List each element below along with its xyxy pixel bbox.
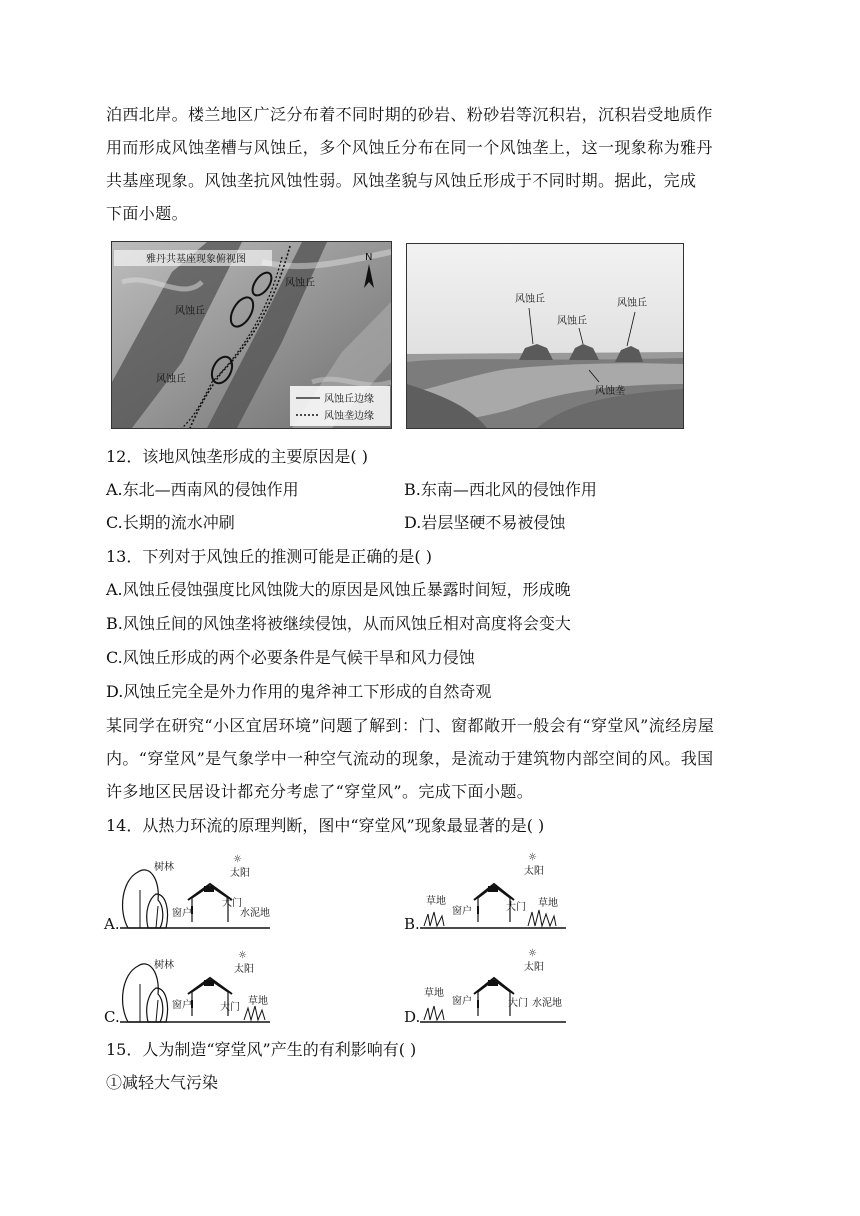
scene-c-window-label: 窗户 (172, 1000, 192, 1011)
material-line: 内。“穿堂风”是气象学中一种空气流动的现象，是流动于建筑物内部空间的风。我国 (106, 749, 714, 768)
fig-right-label-3: 风蚀丘 (617, 298, 647, 309)
q12-option-b[interactable]: B.东南—西北风的侵蚀作用 (404, 480, 597, 499)
material2-paragraph (106, 709, 746, 808)
q14-option-d-letter[interactable]: D. (404, 1008, 421, 1026)
figure-title: 雅丹共基座现象俯视图 (146, 254, 246, 265)
scene-a-left-label: 树林 (154, 862, 174, 873)
scene-d-sun-icon: ☼ (528, 948, 537, 959)
scene-a-sun-icon: ☼ (233, 854, 242, 865)
scene-d-sun-label: 太阳 (524, 962, 544, 973)
scene-d-window-label: 窗户 (452, 996, 472, 1007)
material-line: 许多地区民居设计都充分考虑了“穿堂风”。完成下面小题。 (106, 782, 534, 801)
q13-option-b[interactable]: B.风蚀丘间的风蚀垄将被继续侵蚀，从而风蚀丘相对高度将会变大 (106, 614, 571, 633)
scene-c-sun-icon: ☼ (238, 950, 247, 961)
q14-option-c-letter[interactable]: C. (104, 1008, 120, 1026)
legend-item: 风蚀垄边缘 (324, 411, 374, 422)
intro-line: 下面小题。 (106, 204, 189, 223)
intro-paragraph (106, 98, 746, 230)
scene-b-sun-icon: ☼ (528, 852, 537, 863)
q12-stem: 12．该地风蚀垄形成的主要原因是( ) (106, 447, 368, 466)
north-label: N (365, 252, 373, 263)
scene-a-window-label: 窗户 (172, 908, 192, 919)
scene-b-window-label: 窗户 (452, 906, 472, 917)
q13-stem: 13．下列对于风蚀丘的推测可能是正确的是( ) (106, 547, 432, 566)
scene-c-right-label: 草地 (248, 996, 268, 1007)
q13-option-c[interactable]: C.风蚀丘形成的两个必要条件是气候干旱和风力侵蚀 (106, 648, 475, 667)
scene-b-sun-label: 太阳 (524, 866, 544, 877)
scene-a-door-label: 大门 (222, 898, 242, 909)
intro-line: 泊西北岸。楼兰地区广泛分布着不同时期的砂岩、粉砂岩等沉积岩，沉积岩受地质作 (106, 105, 713, 124)
scene-d-right-label: 水泥地 (532, 998, 562, 1009)
legend-item: 风蚀丘边缘 (324, 394, 374, 405)
fig-right-label-1: 风蚀丘 (515, 294, 545, 305)
q14-scene-b[interactable] (420, 850, 580, 934)
yardang-aerial-figure (111, 241, 392, 429)
intro-line: 用而形成风蚀垄槽与风蚀丘，多个风蚀丘分布在同一个风蚀垄上，这一现象称为雅丹 (106, 138, 713, 157)
scene-a-right-label: 水泥地 (240, 908, 270, 919)
fig-right-label-2: 风蚀丘 (557, 316, 587, 327)
q12-option-a[interactable]: A.东北—西南风的侵蚀作用 (106, 480, 299, 499)
q13-option-d[interactable]: D.风蚀丘完全是外力作用的鬼斧神工下形成的自然奇观 (106, 682, 492, 701)
fig-left-label-2: 风蚀丘 (175, 306, 205, 317)
q15-option-1[interactable]: ①减轻大气污染 (106, 1073, 219, 1092)
fig-left-label-1: 风蚀丘 (285, 278, 315, 289)
scene-d-door-label: 大门 (508, 998, 528, 1009)
scene-b-door-label: 大门 (506, 902, 526, 913)
q14-option-b-letter[interactable]: B. (404, 915, 420, 933)
fig-right-label-4: 风蚀垄 (595, 386, 625, 397)
q13-option-a[interactable]: A.风蚀丘侵蚀强度比风蚀陇大的原因是风蚀丘暴露时间短，形成晚 (106, 580, 571, 599)
scene-c-sun-label: 太阳 (234, 964, 254, 975)
scene-d-left-label: 草地 (424, 988, 444, 999)
scene-b-right-label: 草地 (538, 898, 558, 909)
scene-c-left-label: 树林 (154, 960, 174, 971)
yardang-photo-figure (406, 243, 684, 429)
scene-a-sun-label: 太阳 (230, 868, 250, 879)
q14-stem: 14．从热力环流的原理判断，图中“穿堂风”现象最显著的是( ) (106, 816, 545, 835)
q14-scene-a[interactable] (120, 850, 280, 934)
scene-c-door-label: 大门 (220, 1002, 240, 1013)
q15-stem: 15．人为制造“穿堂风”产生的有利影响有( ) (106, 1040, 417, 1059)
fig-left-label-3: 风蚀丘 (156, 374, 186, 385)
q14-option-a-letter[interactable]: A. (104, 915, 120, 933)
q12-option-d[interactable]: D.岩层坚硬不易被侵蚀 (404, 513, 566, 532)
q14-scene-c[interactable] (120, 944, 280, 1028)
q14-scene-d[interactable] (420, 944, 580, 1028)
intro-line: 共基座现象。风蚀垄抗风蚀性弱。风蚀垄貌与风蚀丘形成于不同时期。据此，完成 (106, 171, 697, 190)
material-line: 某同学在研究“小区宜居环境”问题了解到：门、窗都敞开一般会有“穿堂风”流经房屋 (106, 716, 715, 735)
q12-option-c[interactable]: C.长期的流水冲刷 (106, 513, 235, 532)
scene-b-left-label: 草地 (426, 896, 446, 907)
